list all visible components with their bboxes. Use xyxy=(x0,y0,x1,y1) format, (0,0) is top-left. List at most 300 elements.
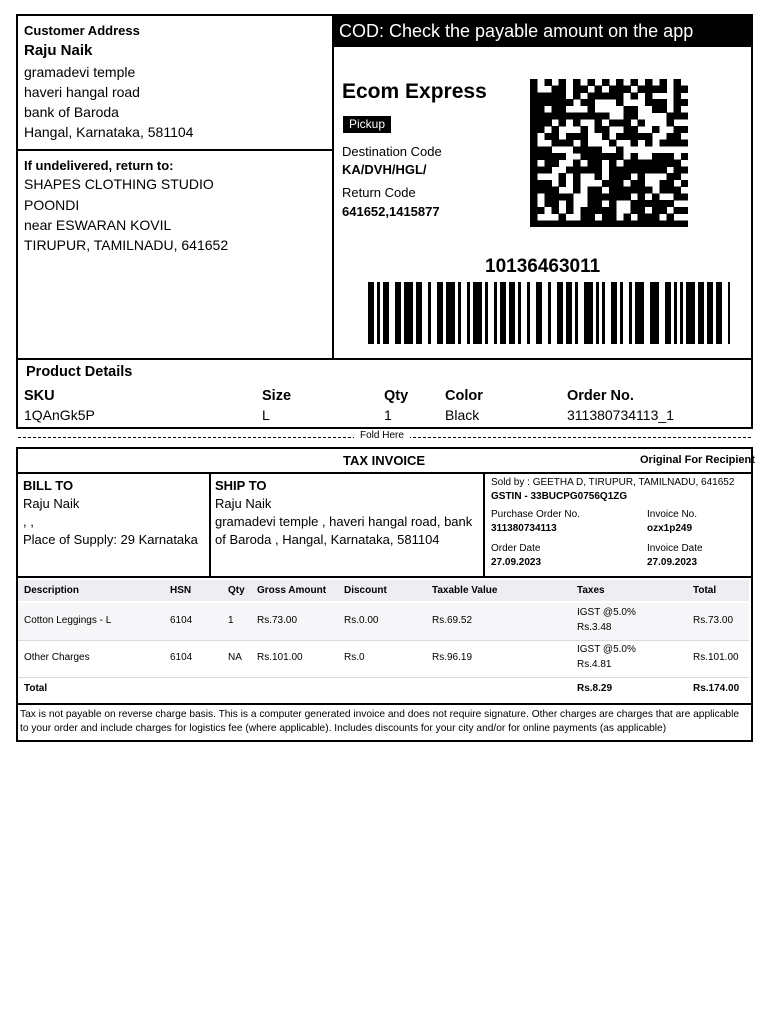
qr-module xyxy=(631,106,638,113)
qr-module xyxy=(652,160,659,167)
total-taxes: Rs.8.29 xyxy=(577,683,613,694)
qr-module xyxy=(681,153,688,160)
qr-module xyxy=(559,180,566,187)
qr-module xyxy=(674,207,681,214)
customer-address-line: bank of Baroda xyxy=(24,104,119,120)
qr-module xyxy=(631,187,638,194)
qr-module xyxy=(623,173,630,180)
item-qty: 1 xyxy=(228,615,234,626)
qr-module xyxy=(609,207,616,214)
qr-module xyxy=(609,193,616,200)
qr-module xyxy=(530,126,537,133)
barcode-bar xyxy=(680,282,683,344)
qr-module xyxy=(595,166,602,173)
qr-module xyxy=(559,119,566,126)
qr-module xyxy=(587,193,594,200)
qr-module xyxy=(552,200,559,207)
place-of-supply: Place of Supply: 29 Karnataka xyxy=(23,532,198,547)
qr-module xyxy=(544,187,551,194)
item-hsn: 6104 xyxy=(170,652,193,663)
invoice-no-label: Invoice No. xyxy=(647,509,698,520)
order-no-header: Order No. xyxy=(567,388,634,404)
qr-module xyxy=(631,113,638,120)
customer-address-line: Hangal, Karnataka, 581104 xyxy=(24,124,194,140)
qr-module xyxy=(580,126,587,133)
qr-module xyxy=(559,113,566,120)
qr-module xyxy=(552,187,559,194)
qr-module xyxy=(530,133,537,140)
item-gross: Rs.73.00 xyxy=(257,615,298,626)
ship-to-name: Raju Naik xyxy=(215,496,272,511)
qr-module xyxy=(616,173,623,180)
barcode-bar xyxy=(584,282,593,344)
barcode-bar xyxy=(518,282,521,344)
barcode-bar xyxy=(602,282,605,344)
qr-module xyxy=(645,79,652,86)
qr-module xyxy=(552,153,559,160)
qr-module xyxy=(638,173,645,180)
qr-module xyxy=(552,220,559,227)
qr-module xyxy=(573,86,580,93)
qr-module xyxy=(616,92,623,99)
qr-module xyxy=(623,187,630,194)
barcode-bar xyxy=(611,282,617,344)
qr-module xyxy=(573,79,580,86)
qr-module xyxy=(573,220,580,227)
qr-module xyxy=(659,106,666,113)
col-taxes: Taxes xyxy=(577,585,605,596)
qr-module xyxy=(573,166,580,173)
qr-module xyxy=(537,119,544,126)
qr-module xyxy=(602,126,609,133)
return-address-line: POONDI xyxy=(24,197,80,213)
qr-module xyxy=(573,180,580,187)
barcode-bar xyxy=(566,282,572,344)
purchase-order-label: Purchase Order No. xyxy=(491,509,580,520)
qr-module xyxy=(559,220,566,227)
qr-module xyxy=(616,133,623,140)
qr-module xyxy=(530,119,537,126)
row-separator xyxy=(18,640,749,641)
qr-module xyxy=(552,207,559,214)
qr-module xyxy=(638,200,645,207)
qr-module xyxy=(552,99,559,106)
col-gross: Gross Amount xyxy=(257,585,327,596)
qr-module xyxy=(580,133,587,140)
qr-module xyxy=(659,207,666,214)
qr-module xyxy=(616,86,623,93)
barcode-bar xyxy=(494,282,497,344)
col-taxable: Taxable Value xyxy=(432,585,498,596)
qr-module xyxy=(652,86,659,93)
qr-module xyxy=(587,153,594,160)
qr-module xyxy=(559,79,566,86)
barcode-bar xyxy=(416,282,422,344)
qr-module xyxy=(652,99,659,106)
qr-module xyxy=(602,214,609,221)
qr-module xyxy=(559,99,566,106)
qr-module xyxy=(552,133,559,140)
qr-module xyxy=(530,92,537,99)
qr-module xyxy=(659,140,666,147)
barcode-bar xyxy=(698,282,704,344)
qr-module xyxy=(602,92,609,99)
qr-module xyxy=(587,106,594,113)
bill-ship-divider xyxy=(209,472,211,578)
qr-module xyxy=(587,79,594,86)
qr-module xyxy=(674,173,681,180)
customer-address-line: haveri hangal road xyxy=(24,84,140,100)
qr-module xyxy=(674,166,681,173)
qr-module xyxy=(616,220,623,227)
qr-module xyxy=(595,160,602,167)
qr-module xyxy=(530,166,537,173)
qr-module xyxy=(580,140,587,147)
qr-module xyxy=(537,92,544,99)
qr-module xyxy=(645,220,652,227)
qr-module xyxy=(674,113,681,120)
qr-module xyxy=(631,153,638,160)
qr-module xyxy=(580,166,587,173)
qr-module xyxy=(530,173,537,180)
qr-module xyxy=(659,99,666,106)
qr-module xyxy=(552,140,559,147)
copy-label: Original For Recipient xyxy=(640,454,755,466)
qr-module xyxy=(659,180,666,187)
qr-module xyxy=(609,180,616,187)
return-address-heading: If undelivered, return to: xyxy=(24,158,174,173)
qr-module xyxy=(552,126,559,133)
qr-module xyxy=(638,86,645,93)
return-code-label: Return Code xyxy=(342,185,416,200)
qr-module xyxy=(609,214,616,221)
courier-name: Ecom Express xyxy=(342,80,487,103)
size-value: L xyxy=(262,407,270,423)
qr-module xyxy=(674,86,681,93)
qr-module xyxy=(681,193,688,200)
qr-module xyxy=(645,160,652,167)
qr-module xyxy=(602,133,609,140)
qr-module xyxy=(681,220,688,227)
qr-module xyxy=(616,99,623,106)
barcode-bar xyxy=(536,282,542,344)
invoice-title-divider xyxy=(16,472,753,474)
qr-module xyxy=(559,153,566,160)
qr-module xyxy=(623,220,630,227)
qr-module xyxy=(666,187,673,194)
barcode-bar xyxy=(404,282,413,344)
item-tax-amount: Rs.3.48 xyxy=(577,622,612,633)
qr-module xyxy=(587,146,594,153)
qr-module xyxy=(623,214,630,221)
invoice-table-divider xyxy=(16,703,753,705)
barcode-bar xyxy=(395,282,401,344)
qr-module xyxy=(638,119,645,126)
ship-to-address: of Baroda , Hangal, Karnataka, 581104 xyxy=(215,532,440,547)
order-date: 27.09.2023 xyxy=(491,557,542,568)
qr-module xyxy=(631,160,638,167)
qr-module xyxy=(609,119,616,126)
size-header: Size xyxy=(262,388,292,404)
barcode-bar xyxy=(716,282,722,344)
qr-module xyxy=(638,220,645,227)
qr-module xyxy=(530,207,537,214)
qr-module xyxy=(645,214,652,221)
qr-module xyxy=(544,220,551,227)
qr-module xyxy=(573,187,580,194)
qr-module xyxy=(681,126,688,133)
qr-module xyxy=(652,153,659,160)
qr-module xyxy=(544,113,551,120)
qr-module xyxy=(652,193,659,200)
qr-module xyxy=(623,113,630,120)
qr-module xyxy=(587,207,594,214)
label-divider xyxy=(332,14,334,360)
barcode-bar xyxy=(467,282,470,344)
qr-module xyxy=(681,180,688,187)
qr-module xyxy=(573,113,580,120)
qr-module xyxy=(674,160,681,167)
qr-module xyxy=(530,99,537,106)
qr-module xyxy=(544,193,551,200)
barcode-bar xyxy=(383,282,389,344)
item-total: Rs.101.00 xyxy=(693,652,739,663)
item-gross: Rs.101.00 xyxy=(257,652,303,663)
qr-module xyxy=(566,207,573,214)
qr-module xyxy=(587,166,594,173)
qr-module xyxy=(537,187,544,194)
item-total: Rs.73.00 xyxy=(693,615,734,626)
qr-module xyxy=(573,173,580,180)
qr-module xyxy=(602,113,609,120)
qr-module xyxy=(638,214,645,221)
total-label: Total xyxy=(24,683,48,694)
qr-module xyxy=(537,146,544,153)
qr-module xyxy=(645,99,652,106)
bill-to-heading: BILL TO xyxy=(23,478,74,493)
return-address-line: SHAPES CLOTHING STUDIO xyxy=(24,176,214,192)
qr-module xyxy=(544,160,551,167)
col-total: Total xyxy=(693,585,717,596)
qr-module xyxy=(559,214,566,221)
barcode-bar xyxy=(629,282,632,344)
qr-module xyxy=(595,119,602,126)
barcode-bar xyxy=(377,282,380,344)
item-discount: Rs.0 xyxy=(344,652,365,663)
qr-module xyxy=(674,92,681,99)
barcode-bar xyxy=(635,282,644,344)
qr-module xyxy=(652,214,659,221)
customer-name: Raju Naik xyxy=(24,42,93,59)
item-tax-rate: IGST @5.0% xyxy=(577,644,636,655)
customer-address-line: gramadevi temple xyxy=(24,64,136,80)
col-discount: Discount xyxy=(344,585,387,596)
qr-module xyxy=(537,220,544,227)
qr-module xyxy=(674,79,681,86)
destination-code-label: Destination Code xyxy=(342,144,442,159)
qr-module xyxy=(666,153,673,160)
qr-module xyxy=(537,126,544,133)
item-hsn: 6104 xyxy=(170,615,193,626)
qr-module xyxy=(666,180,673,187)
color-value: Black xyxy=(445,407,480,423)
qr-module xyxy=(609,160,616,167)
qr-module xyxy=(544,180,551,187)
barcode-bar xyxy=(596,282,599,344)
sku-header: SKU xyxy=(24,388,55,404)
qr-module xyxy=(609,140,616,147)
barcode-bar xyxy=(728,282,730,344)
qr-module xyxy=(566,140,573,147)
qr-module xyxy=(530,200,537,207)
qr-module xyxy=(616,193,623,200)
qr-module xyxy=(587,113,594,120)
qr-module xyxy=(674,193,681,200)
qr-module xyxy=(681,140,688,147)
invoice-no: ozx1p249 xyxy=(647,523,693,534)
barcode-bar xyxy=(473,282,482,344)
barcode-bar xyxy=(686,282,695,344)
qr-module xyxy=(530,187,537,194)
qr-module xyxy=(681,113,688,120)
qr-module xyxy=(559,92,566,99)
qr-module xyxy=(537,180,544,187)
qr-module xyxy=(659,166,666,173)
col-hsn: HSN xyxy=(170,585,192,596)
qr-module xyxy=(580,146,587,153)
qr-module xyxy=(623,160,630,167)
service-badge: Pickup xyxy=(343,116,391,133)
qr-module xyxy=(609,92,616,99)
qr-module xyxy=(530,79,537,86)
sold-by: Sold by : GEETHA D, TIRUPUR, TAMILNADU, 641652 xyxy=(491,477,735,488)
qr-module xyxy=(544,119,551,126)
cod-banner: COD: Check the payable amount on the app xyxy=(334,16,751,47)
qr-module xyxy=(623,166,630,173)
qr-module xyxy=(609,166,616,173)
qr-module xyxy=(674,106,681,113)
qr-module xyxy=(530,153,537,160)
qr-module xyxy=(659,86,666,93)
awb-barcode xyxy=(368,282,730,344)
qr-module xyxy=(587,160,594,167)
gstin: GSTIN - 33BUCPG0756Q1ZG xyxy=(491,491,628,502)
barcode-bar xyxy=(620,282,623,344)
qr-module xyxy=(530,160,537,167)
qr-module xyxy=(645,92,652,99)
qr-module xyxy=(674,140,681,147)
qr-module xyxy=(616,187,623,194)
sku-value: 1QAnGk5P xyxy=(24,407,95,423)
qr-module xyxy=(681,86,688,93)
qr-module xyxy=(623,106,630,113)
qr-module xyxy=(659,200,666,207)
qr-module xyxy=(666,140,673,147)
qr-module xyxy=(616,79,623,86)
grand-total: Rs.174.00 xyxy=(693,683,740,694)
order-date-label: Order Date xyxy=(491,543,541,554)
qr-module xyxy=(552,92,559,99)
qr-module xyxy=(659,220,666,227)
barcode-bar xyxy=(509,282,515,344)
item-taxable: Rs.96.19 xyxy=(432,652,473,663)
product-details-heading: Product Details xyxy=(26,364,133,380)
barcode-bar xyxy=(548,282,551,344)
qr-module xyxy=(587,220,594,227)
qr-module xyxy=(566,193,573,200)
qr-module xyxy=(652,106,659,113)
barcode-bar xyxy=(458,282,461,344)
qr-module xyxy=(580,214,587,221)
qr-module xyxy=(645,187,652,194)
qr-module xyxy=(537,153,544,160)
qr-module xyxy=(537,99,544,106)
qr-module xyxy=(566,113,573,120)
qr-module xyxy=(530,180,537,187)
qr-module xyxy=(645,200,652,207)
qr-module xyxy=(530,214,537,221)
qr-module xyxy=(631,126,638,133)
qr-module xyxy=(652,200,659,207)
qr-module xyxy=(631,166,638,173)
qr-module xyxy=(530,86,537,93)
qr-module xyxy=(544,99,551,106)
bill-to-address: , , xyxy=(23,514,34,529)
qr-module xyxy=(566,200,573,207)
qr-module xyxy=(580,153,587,160)
fold-label: Fold Here xyxy=(354,430,410,441)
qr-module xyxy=(638,180,645,187)
return-address-line: near ESWARAN KOVIL xyxy=(24,217,172,233)
qr-module xyxy=(681,166,688,173)
qr-module xyxy=(580,86,587,93)
qr-module xyxy=(631,180,638,187)
barcode-bar xyxy=(368,282,374,344)
qr-module xyxy=(559,106,566,113)
color-header: Color xyxy=(445,388,483,404)
qr-module xyxy=(623,119,630,126)
qr-module xyxy=(652,126,659,133)
bill-to-name: Raju Naik xyxy=(23,496,80,511)
barcode-bar xyxy=(446,282,455,344)
qr-module xyxy=(666,220,673,227)
purchase-order-no: 311380734113 xyxy=(491,523,557,534)
qr-module xyxy=(602,220,609,227)
qr-module xyxy=(544,200,551,207)
qr-module xyxy=(537,106,544,113)
qr-module xyxy=(616,146,623,153)
qr-module xyxy=(573,160,580,167)
qr-module xyxy=(595,187,602,194)
qr-module xyxy=(609,187,616,194)
qr-module xyxy=(602,193,609,200)
qr-module xyxy=(573,133,580,140)
qr-module xyxy=(681,207,688,214)
destination-code: KA/DVH/HGL/ xyxy=(342,162,427,177)
qr-module xyxy=(638,207,645,214)
qr-module xyxy=(595,200,602,207)
qr-module xyxy=(595,126,602,133)
qr-module xyxy=(530,220,537,227)
qr-code xyxy=(530,79,688,227)
qr-module xyxy=(587,99,594,106)
qr-module xyxy=(595,220,602,227)
qr-module xyxy=(530,193,537,200)
qr-module xyxy=(544,92,551,99)
qr-module xyxy=(544,153,551,160)
qr-module xyxy=(609,220,616,227)
qr-module xyxy=(652,207,659,214)
